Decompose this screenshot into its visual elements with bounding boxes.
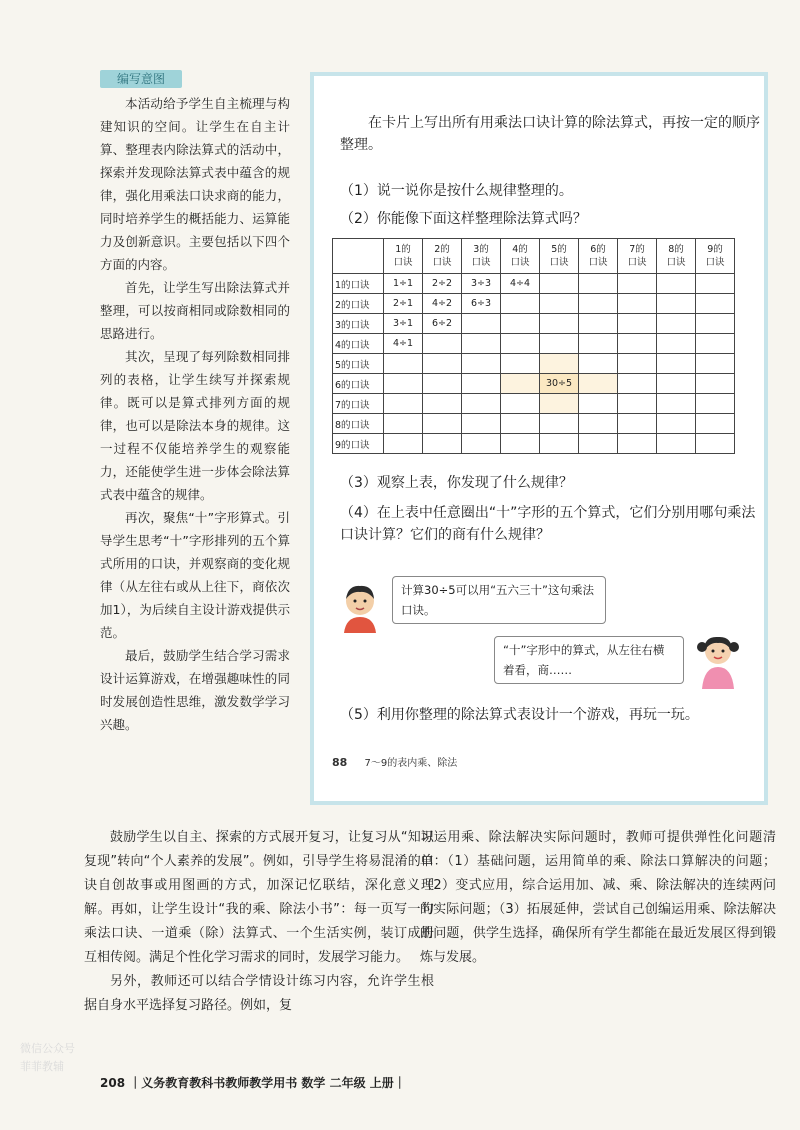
table-cell [540,314,579,334]
table-cell [579,374,618,394]
question-3: （3）观察上表，你发现了什么规律？ [340,475,573,491]
table-row-header: 5的口诀 [333,354,384,374]
division-table [332,238,735,454]
table-cell [501,294,540,314]
table-corner-cell [333,239,384,274]
table-cell [501,354,540,374]
table-cell [579,294,618,314]
table-col-header: 7的 口诀 [618,239,657,274]
table-cell [384,354,423,374]
table-row [333,374,735,394]
table-cell [540,394,579,414]
table-cell [501,374,540,394]
table-row [333,394,735,414]
bottom-paragraph: 鼓励学生以自主、探索的方式展开复习，让复习从“知识复现”转向“个人素养的发展”。例如，引导学生将易混淆的口诀自创故事或用图画的方式，加深记忆联结，深化意义理解。再如，让学生设计“我的乘、除法小书”：每一页写一句乘法口诀、一道乘（除）法算式、一个生活实例，装订成册互相传阅。满足个性化学习需求的同时，发展学习能力。 [84,830,434,965]
table-cell [657,314,696,334]
table-cell [618,314,657,334]
table-row-header: 2的口诀 [333,294,384,314]
table-cell [618,354,657,374]
table-cell [384,414,423,434]
page-footer: 208 ｜义务教育教科书教师教学用书 数学 二年级 上册｜ [100,1076,406,1090]
table-cell [579,414,618,434]
table-cell [657,434,696,454]
table-col-header: 2的 口诀 [423,239,462,274]
question-5: （5）利用你整理的除法算式表设计一个游戏，再玩一玩。 [340,707,699,723]
table-cell [579,434,618,454]
table-cell [579,354,618,374]
bottom-paragraph: 另外，教师还可以结合学情设计练习内容，允许学生根据自身水平选择复习路径。例如，复 [84,974,434,1013]
table-cell [501,434,540,454]
table-cell [657,334,696,354]
table-row-header: 6的口诀 [333,374,384,394]
table-cell [696,294,735,314]
sidebar-paragraph: 本活动给予学生自主梳理与构建知识的空间。让学生在自主计算、整理表内除法算式的活动中，探索并发现除法算式表中蕴含的规律，强化用乘法口诀求商的能力，同时培养学生的概括能力、运算能力及创新意识。主要包括以下四个方面的内容。 [100,96,290,272]
table-cell [501,334,540,354]
card-chapter: 7～9的表内乘、除法 [364,758,458,769]
table-cell [462,434,501,454]
table-cell [501,394,540,414]
watermark-line: 微信公众号 [20,1042,75,1055]
table-row-header: 9的口诀 [333,434,384,454]
table-cell: 1÷1 [384,274,423,294]
table-cell [618,334,657,354]
table-cell [384,394,423,414]
table-header-row [333,239,735,274]
table-cell [579,274,618,294]
table-cell [540,274,579,294]
intent-tag: 编写意图 [100,70,182,88]
table-cell [423,414,462,434]
table-row [333,314,735,334]
table-row [333,434,735,454]
table-cell [462,394,501,414]
table-cell [423,354,462,374]
table-cell [618,374,657,394]
card-footer [332,754,457,769]
table-row-header: 4的口诀 [333,334,384,354]
table-cell [423,434,462,454]
table-row-header: 7的口诀 [333,394,384,414]
table-cell: 4÷1 [384,334,423,354]
table-cell [657,294,696,314]
sidebar-paragraph: 其次，呈现了每列除数相同排列的表格，让学生续写并探索规律。既可以是算式排列方面的规律，也可以是除法本身的规律。这一过程不仅能培养学生的观察能力，还能使学生进一步体会除法算式表中蕴含的规律。 [100,349,290,502]
table-cell [462,374,501,394]
table-cell [696,314,735,334]
girl-speech-bubble: “十”字形中的算式，从左往右横着看，商…… [494,636,684,684]
table-col-header: 4的 口诀 [501,239,540,274]
table-cell [501,414,540,434]
table-col-header: 5的 口诀 [540,239,579,274]
table-row-header: 1的口诀 [333,274,384,294]
table-cell [540,334,579,354]
table-cell [696,274,735,294]
table-row-header: 3的口诀 [333,314,384,334]
bottom-paragraph: 习运用乘、除法解决实际问题时，教师可提供弹性化问题清单：（1）基础问题，运用简单的乘、除法口算解决的问题；（2）变式应用，综合运用加、减、乘、除法解决的连续两问的实际问题；（3）拓展延伸，尝试自己创编运用乘、除法解决的问题，供学生选择，确保所有学生都能在最近发展区得到锻炼与发展。 [420,830,776,965]
table-cell [657,414,696,434]
table-cell: 30÷5 [540,374,579,394]
table-cell [657,374,696,394]
boy-speech-bubble: 计算30÷5可以用“五六三十”这句乘法口诀。 [392,576,606,624]
table-cell [462,314,501,334]
boy-avatar-icon [336,581,384,633]
question-4: （4）在上表中任意圈出“十”字形的五个算式，它们分别用哪句乘法口诀计算？它们的商有什么规律？ [340,505,756,543]
table-cell [579,334,618,354]
card-page-number: 88 [332,756,348,769]
table-cell [540,294,579,314]
table-cell: 2÷1 [384,294,423,314]
table-cell [696,434,735,454]
table-cell [618,294,657,314]
table-cell [696,354,735,374]
watermark-line: 菲菲教辅 [20,1060,64,1073]
table-cell [423,374,462,394]
table-cell [462,354,501,374]
table-cell [384,374,423,394]
table-cell [618,274,657,294]
table-cell [696,374,735,394]
table-cell [540,414,579,434]
table-cell [579,394,618,414]
bottom-right-text [420,826,776,970]
table-cell [696,414,735,434]
table-cell: 2÷2 [423,274,462,294]
table-cell [657,394,696,414]
card-intro: 在卡片上写出所有用乘法口诀计算的除法算式，再按一定的顺序整理。 [340,115,760,153]
table-cell [423,394,462,414]
table-cell [384,434,423,454]
table-cell [696,394,735,414]
table-cell [540,434,579,454]
watermark [20,1040,75,1076]
bottom-left-text [84,826,434,1018]
table-row [333,354,735,374]
table-cell [462,414,501,434]
table-cell [696,334,735,354]
table-cell [540,354,579,374]
table-col-header: 3的 口诀 [462,239,501,274]
question-1: （1）说一说你是按什么规律整理的。 [340,183,573,199]
table-cell [618,434,657,454]
table-row [333,334,735,354]
table-row-header: 8的口诀 [333,414,384,434]
sidebar-paragraph: 首先，让学生写出除法算式并整理，可以按商相同或除数相同的思路进行。 [100,280,290,341]
table-row [333,414,735,434]
table-cell [579,314,618,334]
table-cell [657,354,696,374]
sidebar-text [100,92,290,736]
girl-avatar-icon [692,631,744,689]
table-cell: 4÷4 [501,274,540,294]
table-col-header: 8的 口诀 [657,239,696,274]
sidebar-paragraph: 最后，鼓励学生结合学习需求设计运算游戏，在增强趣味性的同时发展创造性思维，激发数学学习兴趣。 [100,648,290,732]
table-cell [501,314,540,334]
table-cell: 3÷3 [462,274,501,294]
table-cell [618,394,657,414]
question-2: （2）你能像下面这样整理除法算式吗？ [340,211,587,227]
table-cell: 3÷1 [384,314,423,334]
table-cell: 4÷2 [423,294,462,314]
table-col-header: 1的 口诀 [384,239,423,274]
table-cell: 6÷2 [423,314,462,334]
table-col-header: 9的 口诀 [696,239,735,274]
table-row [333,274,735,294]
table-cell [423,334,462,354]
table-col-header: 6的 口诀 [579,239,618,274]
table-row [333,294,735,314]
table-cell [657,274,696,294]
table-cell: 6÷3 [462,294,501,314]
sidebar-paragraph: 再次，聚焦“十”字形算式。引导学生思考“十”字形排列的五个算式所用的口诀，并观察商的变化规律（从左往右或从上往下，商依次加1），为后续自主设计游戏提供示范。 [100,510,290,640]
table-cell [462,334,501,354]
textbook-card [310,72,768,805]
table-cell [618,414,657,434]
